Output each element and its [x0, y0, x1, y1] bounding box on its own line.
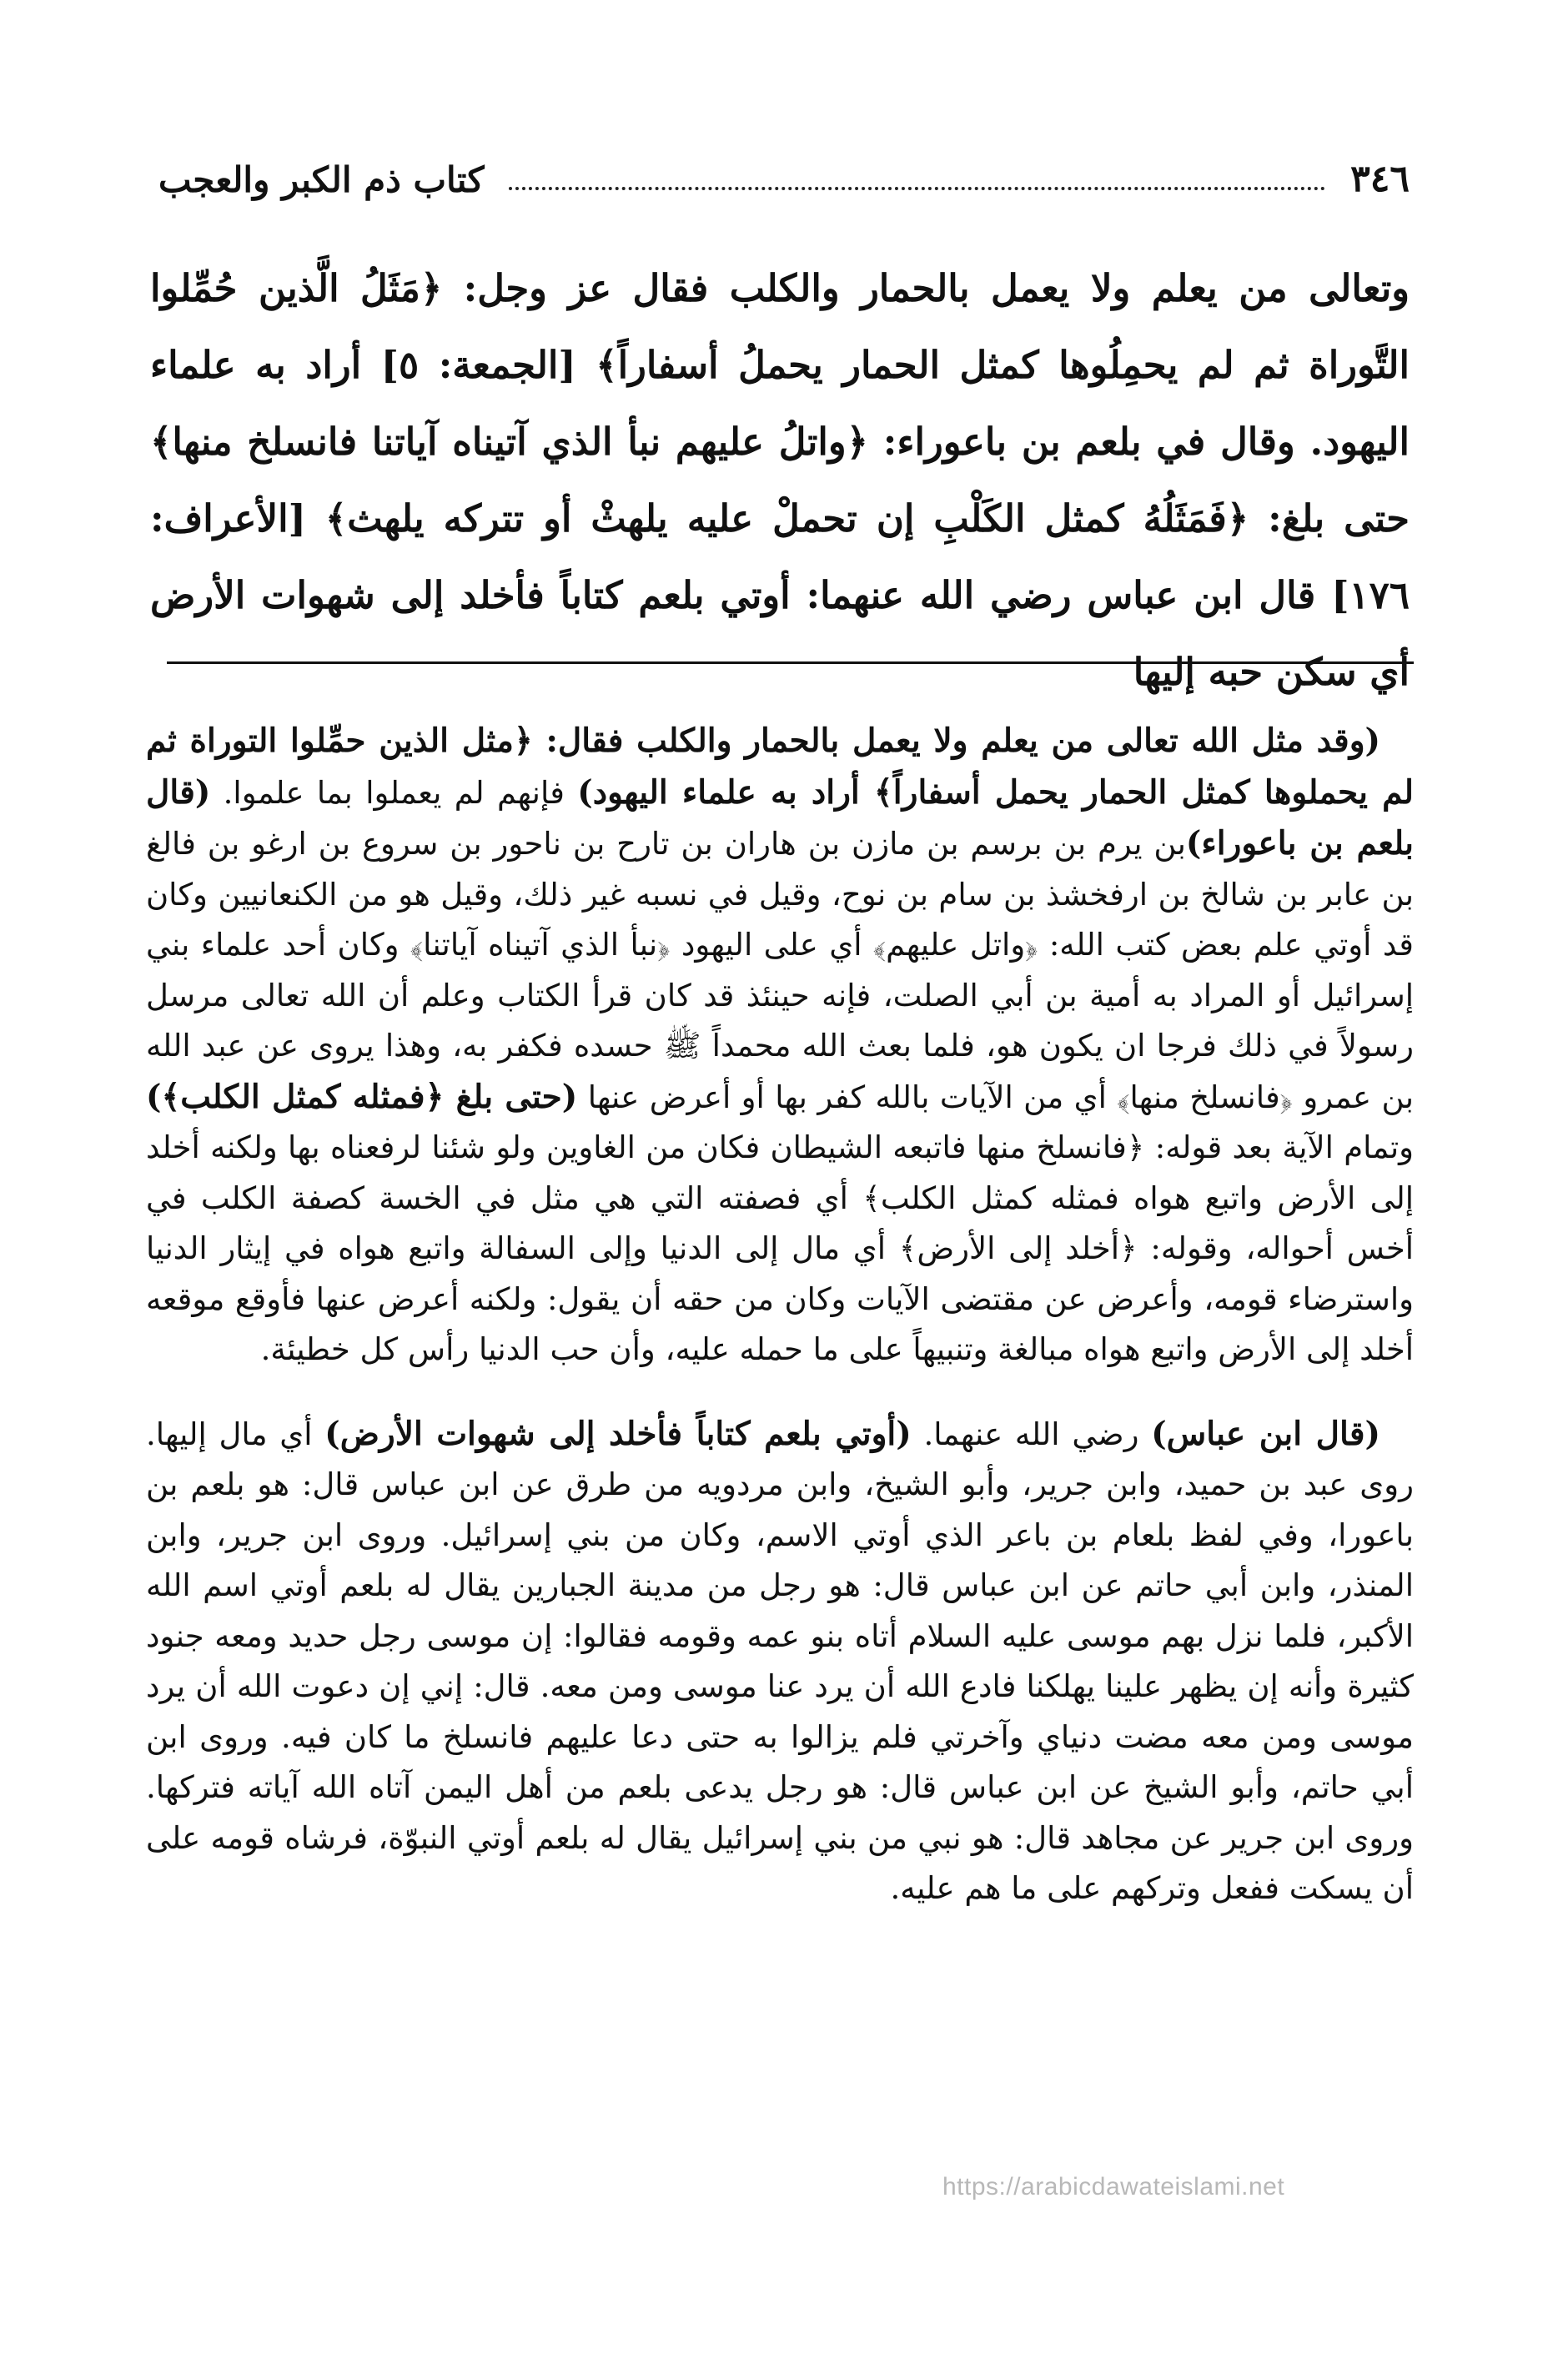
commentary-block: [146, 716, 1414, 1914]
chapter-title: كتاب ذم الكبر والعجب: [158, 159, 485, 200]
commentary-text: وتمام الآية بعد قوله: ﴿فانسلخ منها فاتبعه الشيطان فكان من الغاوين ولو شئنا لرفعناه بها ولكنه أخلد إلى الأرض واتبع هواه فمثله كمثل الكلب﴾ أي فصفته التي هي مثل في الخسة كصفة الكلب في أخس أحواله، وقوله: ﴿أخلد إلى الأرض﴾ أي مال إلى الدنيا وإلى السفالة واتبع هواه في إيثار الدنيا واسترضاء قومه، وأعرض عن مقتضى الآيات وكان من حقه أن يقول: ولكنه أعرض عنها فأوقع موقعه أخلد إلى الأرض واتبع هواه مبالغة وتنبيهاً على ما حمله عليه، وأن حب الدنيا رأس كل خطيئة.: [146, 1129, 1414, 1367]
quoted-text-bold: (أوتي بلعم كتاباً فأخلد إلى شهوات الأرض): [324, 1414, 912, 1453]
quoted-text-bold: (حتى بلغ ﴿فمثله كمثل الكلب﴾): [146, 1077, 578, 1116]
commentary-text: رضي الله عنهما.: [911, 1416, 1152, 1452]
quoted-text-bold: (قال بلعم بن باعوراء): [146, 772, 1414, 863]
header-dotted-leader: [509, 187, 1325, 190]
main-text-block: وتعالى من يعلم ولا يعمل بالحمار والكلب فقال عز وجل: ﴿مَثَلُ الَّذين حُمِّلوا التَّوراة ثم لم يحمِلُوها كمثل الحمار يحملُ أسفاراً﴾ [الجمعة: ٥] أراد به علماء اليهود. وقال في بلعم بن باعوراء: ﴿واتلُ عليهم نبأ الذي آتيناه آياتنا فانسلخ منها﴾ حتى بلغ: ﴿فَمَثَلُهُ كمثل الكَلْبِ إن تحملْ عليه يلهثْ أو تتركه يلهث﴾ [الأعراف: ١٧٦] قال ابن عباس رضي الله عنهما: أوتي بلعم كتاباً فأخلد إلى شهوات الأرض أي سكن حبه إليها: [150, 266, 1410, 694]
section-divider: [167, 661, 1414, 664]
commentary-text: أي مال إليها. روى عبد بن حميد، وابن جرير، وأبو الشيخ، وابن مردويه من طرق عن ابن عباس قال: هو بلعم بن باعورا، وفي لفظ بلعام بن باعر الذي أوتي الاسم، وكان من بني إسرائيل. وروى ابن جرير، وابن المنذر، وابن أبي حاتم عن ابن عباس قال: هو رجل من مدينة الجبارين يقال له بلعم أوتي اسم الله الأكبر، فلما نزل بهم موسى عليه السلام أتاه بنو عمه وقومه فقالوا: إن موسى رجل حديد ومعه جنود كثيرة وأنه إن يظهر علينا يهلكنا فادع الله أن يرد عنا موسى ومن معه. قال: إني إن دعوت الله أن يرد موسى ومن معه مضت دنياي وآخرتي فلم يزالوا به حتى دعا عليهم فانسلخ ما كان فيه. وروى ابن أبي حاتم، وأبو الشيخ عن ابن عباس قال: هو رجل يدعى بلعم من أهل اليمن آتاه الله آياته فتركها. وروى ابن جرير عن مجاهد قال: هو نبي من بني إسرائيل يقال له بلعم أوتي النبوّة، فرشاه قومه على أن يسكت ففعل وتركهم على ما هم عليه.: [146, 1416, 1414, 1906]
quoted-text-bold: (وقد مثل الله تعالى من يعلم ولا يعمل بالحمار والكلب فقال: ﴿مثل الذين حمِّلوا التوراة ثم لم يحملوها كمثل الحمار يحمل أسفاراً﴾ أراد به علماء اليهود): [146, 722, 1415, 812]
running-header: [158, 142, 1410, 200]
commentary-text: فإنهم لم يعملوا بما علموا.: [210, 774, 578, 811]
commentary-paragraph-1: [146, 716, 1414, 1376]
quoted-text-bold: (قال ابن عباس): [1151, 1414, 1380, 1453]
commentary-text: بن يرم بن برسم بن مازن بن هاران بن تارح بن ناحور بن سروع بن ارغو بن فالغ بن عابر بن شالخ بن ارفخشذ بن سام بن نوح، وقيل في نسبه غير ذلك، وقيل هو من الكنعانيين وكان قد أوتي علم بعض كتب الله: ﴿واتل عليهم﴾ أي على اليهود ﴿نبأ الذي آتيناه آياتنا﴾ وكان أحد علماء بني إسرائيل أو المراد به أمية بن أبي الصلت، فإنه حينئذ قد كان قرأ الكتاب وعلم أن الله تعالى مرسل رسولاً في ذلك فرجا ان يكون هو، فلما بعث الله محمداً ﷺ حسده فكفر به، وهذا يروى عن عبد الله بن عمرو ﴿فانسلخ منها﴾ أي من الآيات بالله كفر بها أو أعرض عنها: [146, 826, 1415, 1115]
watermark-url: https://arabicdawateislami.net: [942, 2173, 1285, 2201]
page-number: ٣٤٦: [1350, 158, 1410, 200]
commentary-paragraph-2: [146, 1409, 1414, 1914]
